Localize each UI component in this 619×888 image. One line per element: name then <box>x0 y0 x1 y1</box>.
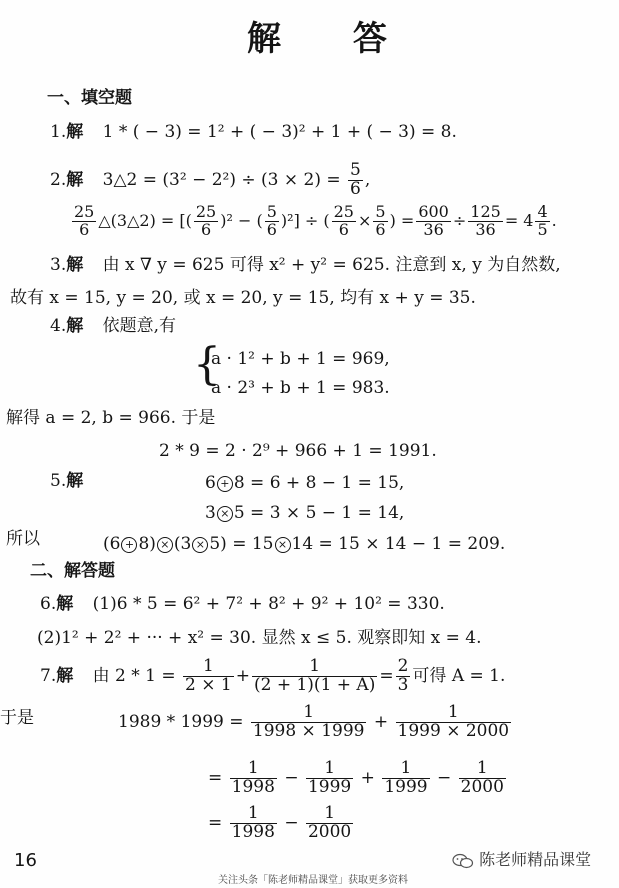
fraction: $\frac{5}{6}$ <box>266 202 277 239</box>
problem-3-line-1 <box>50 257 561 274</box>
answer-label: 解 <box>56 594 74 614</box>
fraction: $\frac{25}{6}$ <box>74 202 95 239</box>
problem-3-line-2: 故有 x = 15, y = 20, 或 x = 20, y = 15, 均有 x + y = 35. <box>10 288 476 308</box>
problem-number: 4. <box>50 316 67 336</box>
fraction: $\frac{1}{1998}$ <box>231 803 275 842</box>
problem-7-yushi: 于是 <box>0 708 34 728</box>
circled-times-operator: × <box>217 506 233 522</box>
answer-label: 解 <box>66 255 84 275</box>
fraction: $\frac{2}{3}$ <box>397 656 409 695</box>
problem-number: 5. <box>50 471 67 491</box>
fraction: $\frac{1}{1998}$ <box>231 758 275 797</box>
fraction: $\frac{5}{6}$ <box>375 202 386 239</box>
problem-4-solve: 解得 a = 2, b = 966. 于是 <box>6 408 216 428</box>
circled-times-operator: × <box>192 537 208 553</box>
problem-5-line-1: 6 + 8 = 6 + 8 − 1 = 15, <box>205 473 405 493</box>
circled-times-operator: × <box>157 537 173 553</box>
system-equation-2: a · 2³ + b + 1 = 983. <box>211 378 390 398</box>
problem-6-equation: (1)6 * 5 = 6² + 7² + 8² + 9² + 10² = 330. <box>92 594 445 614</box>
problem-7-line-1: 7.解 由 2 * 1 = $\frac{1}{2 \times 1}$ + $\frac{1}{(2 + 1)(1 + A)}$ = $\frac{2}{3}$ 可得 A = 1. <box>40 656 506 695</box>
fraction: $\frac{125}{36}$ <box>470 202 501 239</box>
problem-7-row-2: = $\frac{1}{1998}$ − $\frac{1}{1999}$ + $\frac{1}{1999}$ − $\frac{1}{2000}$ <box>208 758 504 797</box>
fraction: $\frac{1}{(2 + 1)(1 + A)}$ <box>253 656 376 695</box>
problem-7-row-1: 1989 * 1999 = $\frac{1}{1998 \times 1999}$ + $\frac{1}{1999 \times 2000}$ <box>118 702 510 741</box>
problem-5-line-3: (6 + 8) × (3 × 5) = 15 × 14 = 15 × 14 − 1 = 209. <box>103 534 506 554</box>
circled-times-operator: × <box>275 537 291 553</box>
fraction: $\frac{1}{2 \times 1}$ <box>185 656 232 695</box>
fraction: $\frac{1}{1998 \times 1999}$ <box>252 702 365 741</box>
problem-5-line-2: 3 × 5 = 3 × 5 − 1 = 14, <box>205 503 405 523</box>
page-number: 16 <box>14 850 37 871</box>
answer-label: 解 <box>56 665 74 686</box>
answer-label: 解 <box>66 316 84 336</box>
fraction: $\frac{600}{36}$ <box>418 202 449 239</box>
problem-4-intro <box>50 318 176 335</box>
problem-2-line-2: $\frac{25}{6}$ △(3△2) = [( $\frac{25}{6}$ )² − ( $\frac{5}{6}$ )²] ÷ ( $\frac{25}{6}$ × $\frac{5}{6}$ ) = $\frac{600}{36}$ ÷ $\frac{125}{36}$ = 4 $\frac{4}{5}$ . <box>74 202 557 239</box>
wechat-icon <box>452 853 474 869</box>
problem-1 <box>50 124 457 141</box>
problem-number: 7. <box>40 665 57 686</box>
problem-5-label <box>50 473 83 490</box>
footer-note: 关注头条「陈老师精品课堂」获取更多资料 <box>218 875 408 886</box>
section-heading-fill-blank: 一、填空题 <box>47 88 132 108</box>
answer-label: 解 <box>66 122 84 142</box>
problem-7-row-3: = $\frac{1}{1998}$ − $\frac{1}{2000}$ <box>208 803 352 842</box>
problem-2-line-1: 2.解 3△2 = (3² − 2²) ÷ (3 × 2) = $\frac{5}{6}$ , <box>50 160 371 199</box>
answer-label: 解 <box>66 471 84 491</box>
fraction: $\frac{1}{1999 \times 2000}$ <box>397 702 510 741</box>
problem-4-result: 2 * 9 = 2 · 2⁹ + 966 + 1 = 1991. <box>159 441 437 461</box>
circled-plus-operator: + <box>217 476 233 492</box>
problem-6-line-2: (2)1² + 2² + ··· + x² = 30. 显然 x ≤ 5. 观察即知 x = 4. <box>37 628 482 648</box>
fraction: $\frac{4}{5}$ <box>537 202 548 239</box>
page-title: 解 答 <box>247 19 417 59</box>
problem-number: 6. <box>40 594 57 614</box>
fraction: $\frac{5}{6}$ <box>350 160 361 199</box>
fraction: $\frac{25}{6}$ <box>333 202 354 239</box>
problem-2-equation: 3△2 = (3² − 2²) ÷ (3 × 2) = <box>102 169 341 190</box>
problem-1-equation: 1 * ( − 3) = 1² + ( − 3)² + 1 + ( − 3) = 8. <box>102 122 457 142</box>
circled-plus-operator: + <box>121 537 137 553</box>
problem-5-so: 所以 <box>6 529 40 549</box>
answer-label: 解 <box>66 169 84 190</box>
problem-number: 3. <box>50 255 67 275</box>
fraction: $\frac{1}{1999}$ <box>307 758 352 797</box>
fraction: $\frac{1}{1999}$ <box>384 758 428 797</box>
problem-number: 1. <box>50 122 67 142</box>
watermark <box>452 852 591 869</box>
problem-number: 2. <box>50 169 67 190</box>
problem-7-text: 由 2 * 1 = <box>92 665 176 686</box>
problem-3-text: 由 x ∇ y = 625 可得 x² + y² = 625. 注意到 x, y 为自然数, <box>102 255 561 275</box>
fraction: $\frac{1}{2000}$ <box>307 803 352 842</box>
problem-6-line-1 <box>40 596 445 613</box>
system-brace: { <box>193 339 221 390</box>
problem-4-text: 依题意,有 <box>102 316 177 336</box>
watermark-text: 陈老师精品课堂 <box>479 850 592 869</box>
system-equation-1: a · 1² + b + 1 = 969, <box>211 349 390 369</box>
section-heading-solve: 二、解答题 <box>30 561 115 581</box>
fraction: $\frac{25}{6}$ <box>195 202 217 239</box>
fraction: $\frac{1}{2000}$ <box>460 758 504 797</box>
